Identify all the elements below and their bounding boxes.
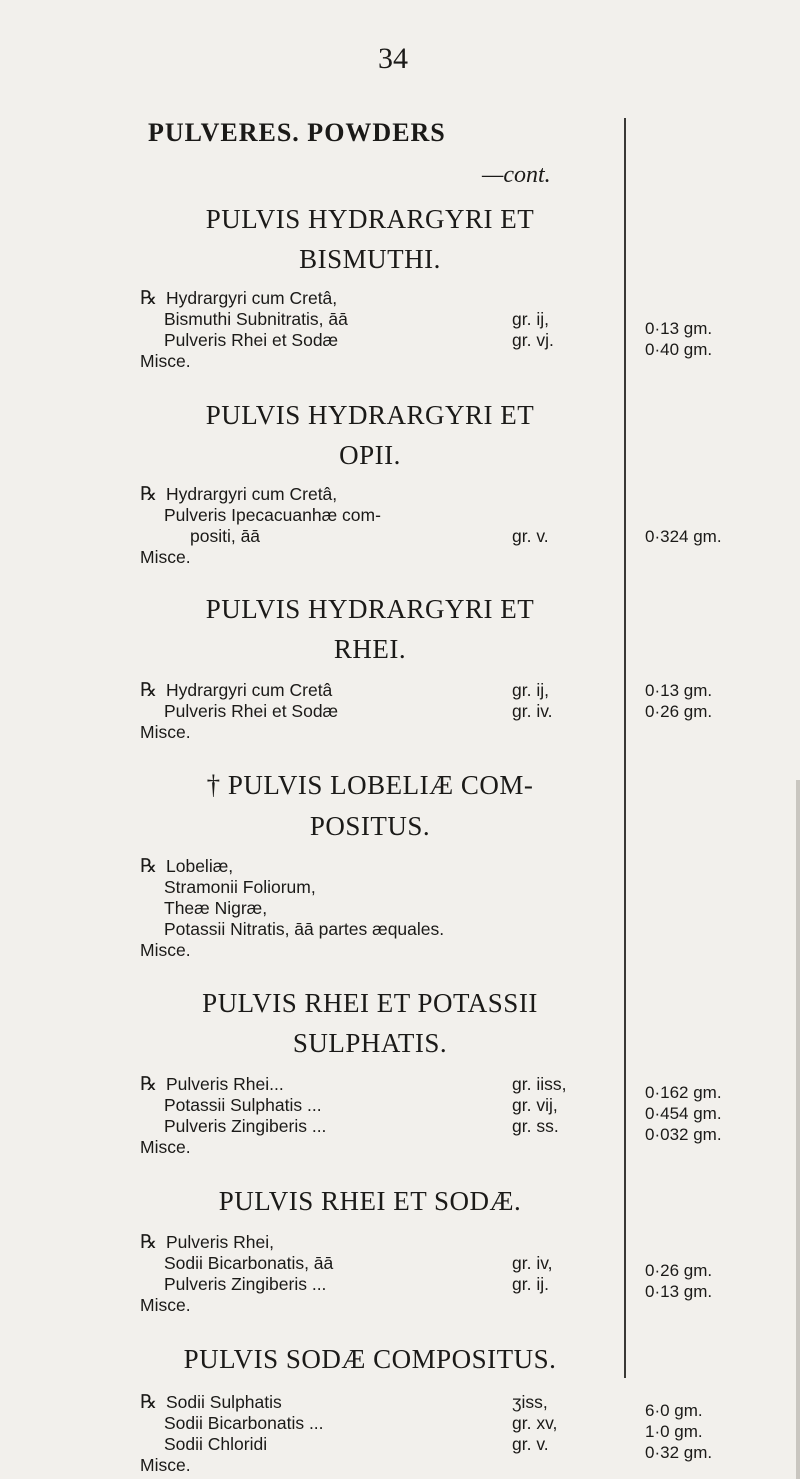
section-title: OPII.	[339, 440, 401, 470]
rx-symbol: ℞	[140, 1074, 158, 1095]
ingredient-line: Stramonii Foliorum,	[164, 877, 316, 897]
ingredient-line: Pulveris Zingiberis ...	[164, 1274, 327, 1294]
rx-symbol: ℞	[140, 484, 158, 505]
section-title: PULVIS SODÆ COMPOSITUS.	[183, 1344, 557, 1374]
ingredient-line: Sodii Bicarbonatis, āā	[164, 1253, 334, 1273]
ingredient-line: Hydrargyri cum Cretâ,	[166, 288, 338, 308]
section-title: † PULVIS LOBELIÆ COM-	[206, 770, 534, 800]
metric-dose: 6·0 gm.	[645, 1401, 703, 1420]
metric-dose: 0·40 gm.	[645, 340, 713, 359]
dose: gr. ij.	[512, 1274, 549, 1294]
metric-dose: 0·162 gm.	[645, 1083, 722, 1102]
metric-dose: 0·26 gm.	[645, 702, 713, 721]
misce-label: Misce.	[140, 722, 191, 742]
page-edge-shadow	[796, 780, 800, 1479]
metric-dose: 0·454 gm.	[645, 1104, 722, 1123]
dose: gr. vij,	[512, 1095, 558, 1115]
misce-label: Misce.	[140, 1137, 191, 1157]
metric-dose: 0·32 gm.	[645, 1443, 713, 1462]
section-title: PULVIS HYDRARGYRI ET	[205, 204, 535, 234]
page-header-title: PULVERES. POWDERS	[148, 118, 446, 147]
ingredient-line: Sodii Bicarbonatis ...	[164, 1413, 324, 1433]
ingredient-line: Lobeliæ,	[166, 856, 234, 876]
misce-label: Misce.	[140, 1455, 191, 1475]
ingredient-line: Theæ Nigræ,	[164, 898, 268, 918]
ingredient-line: Potassii Nitratis, āā partes æquales.	[164, 919, 445, 939]
section-title: SULPHATIS.	[292, 1028, 448, 1058]
ingredient-line: Pulveris Rhei et Sodæ	[164, 701, 339, 721]
dose: gr. iiss,	[512, 1074, 567, 1094]
rx-symbol: ℞	[140, 1232, 158, 1253]
metric-dose: 0·13 gm.	[645, 681, 713, 700]
rx-symbol: ℞	[140, 680, 158, 701]
dose: gr. xv,	[512, 1413, 558, 1433]
ingredient-line: Hydrargyri cum Cretâ	[166, 680, 333, 700]
dose: gr. ss.	[512, 1116, 559, 1136]
section-title: PULVIS HYDRARGYRI ET	[205, 400, 535, 430]
dose: gr. v.	[512, 1434, 549, 1454]
dose: gr. v.	[512, 526, 549, 546]
dose: gr. vj.	[512, 330, 554, 350]
rx-symbol: ℞	[140, 856, 158, 877]
metric-dose: 0·324 gm.	[645, 527, 722, 546]
section-title: BISMUTHI.	[299, 244, 441, 274]
ingredient-line: Sodii Chloridi	[164, 1434, 268, 1454]
ingredient-line: Pulveris Zingiberis ...	[164, 1116, 327, 1136]
metric-dose: 0·032 gm.	[645, 1125, 722, 1144]
ingredient-line: Potassii Sulphatis ...	[164, 1095, 322, 1115]
section-title: PULVIS RHEI ET SODÆ.	[218, 1186, 522, 1216]
metric-dose: 0·13 gm.	[645, 319, 713, 338]
metric-dose: 0·13 gm.	[645, 1282, 713, 1301]
dose: gr. ij,	[512, 309, 549, 329]
misce-label: Misce.	[140, 547, 191, 567]
ingredient-line: Sodii Sulphatis	[166, 1392, 282, 1412]
ingredient-line: Pulveris Ipecacuanhæ com-	[164, 505, 381, 525]
dose: gr. iv.	[512, 701, 553, 721]
ingredient-line: Pulveris Rhei,	[166, 1232, 274, 1252]
ingredient-line: Bismuthi Subnitratis, āā	[164, 309, 348, 329]
rx-symbol: ℞	[140, 1392, 158, 1413]
page-header-cont: —cont.	[482, 162, 551, 188]
rx-symbol: ℞	[140, 288, 158, 309]
ingredient-line: Hydrargyri cum Cretâ,	[166, 484, 338, 504]
section-title: RHEI.	[333, 634, 407, 664]
section-title: PULVIS HYDRARGYRI ET	[205, 594, 535, 624]
misce-label: Misce.	[140, 351, 191, 371]
ingredient-line: Pulveris Rhei et Sodæ	[164, 330, 339, 350]
dose: gr. iv,	[512, 1253, 553, 1273]
dose: gr. ij,	[512, 680, 549, 700]
page-number: 34	[378, 42, 408, 75]
section-title: PULVIS RHEI ET POTASSII	[202, 988, 538, 1018]
misce-label: Misce.	[140, 940, 191, 960]
metric-dose: 0·26 gm.	[645, 1261, 713, 1280]
misce-label: Misce.	[140, 1295, 191, 1315]
section-title: POSITUS.	[309, 811, 431, 841]
ingredient-line: Pulveris Rhei...	[166, 1074, 284, 1094]
ingredient-line: positi, āā	[190, 526, 261, 546]
dose: ʒiss,	[512, 1392, 548, 1412]
metric-dose: 1·0 gm.	[645, 1422, 703, 1441]
